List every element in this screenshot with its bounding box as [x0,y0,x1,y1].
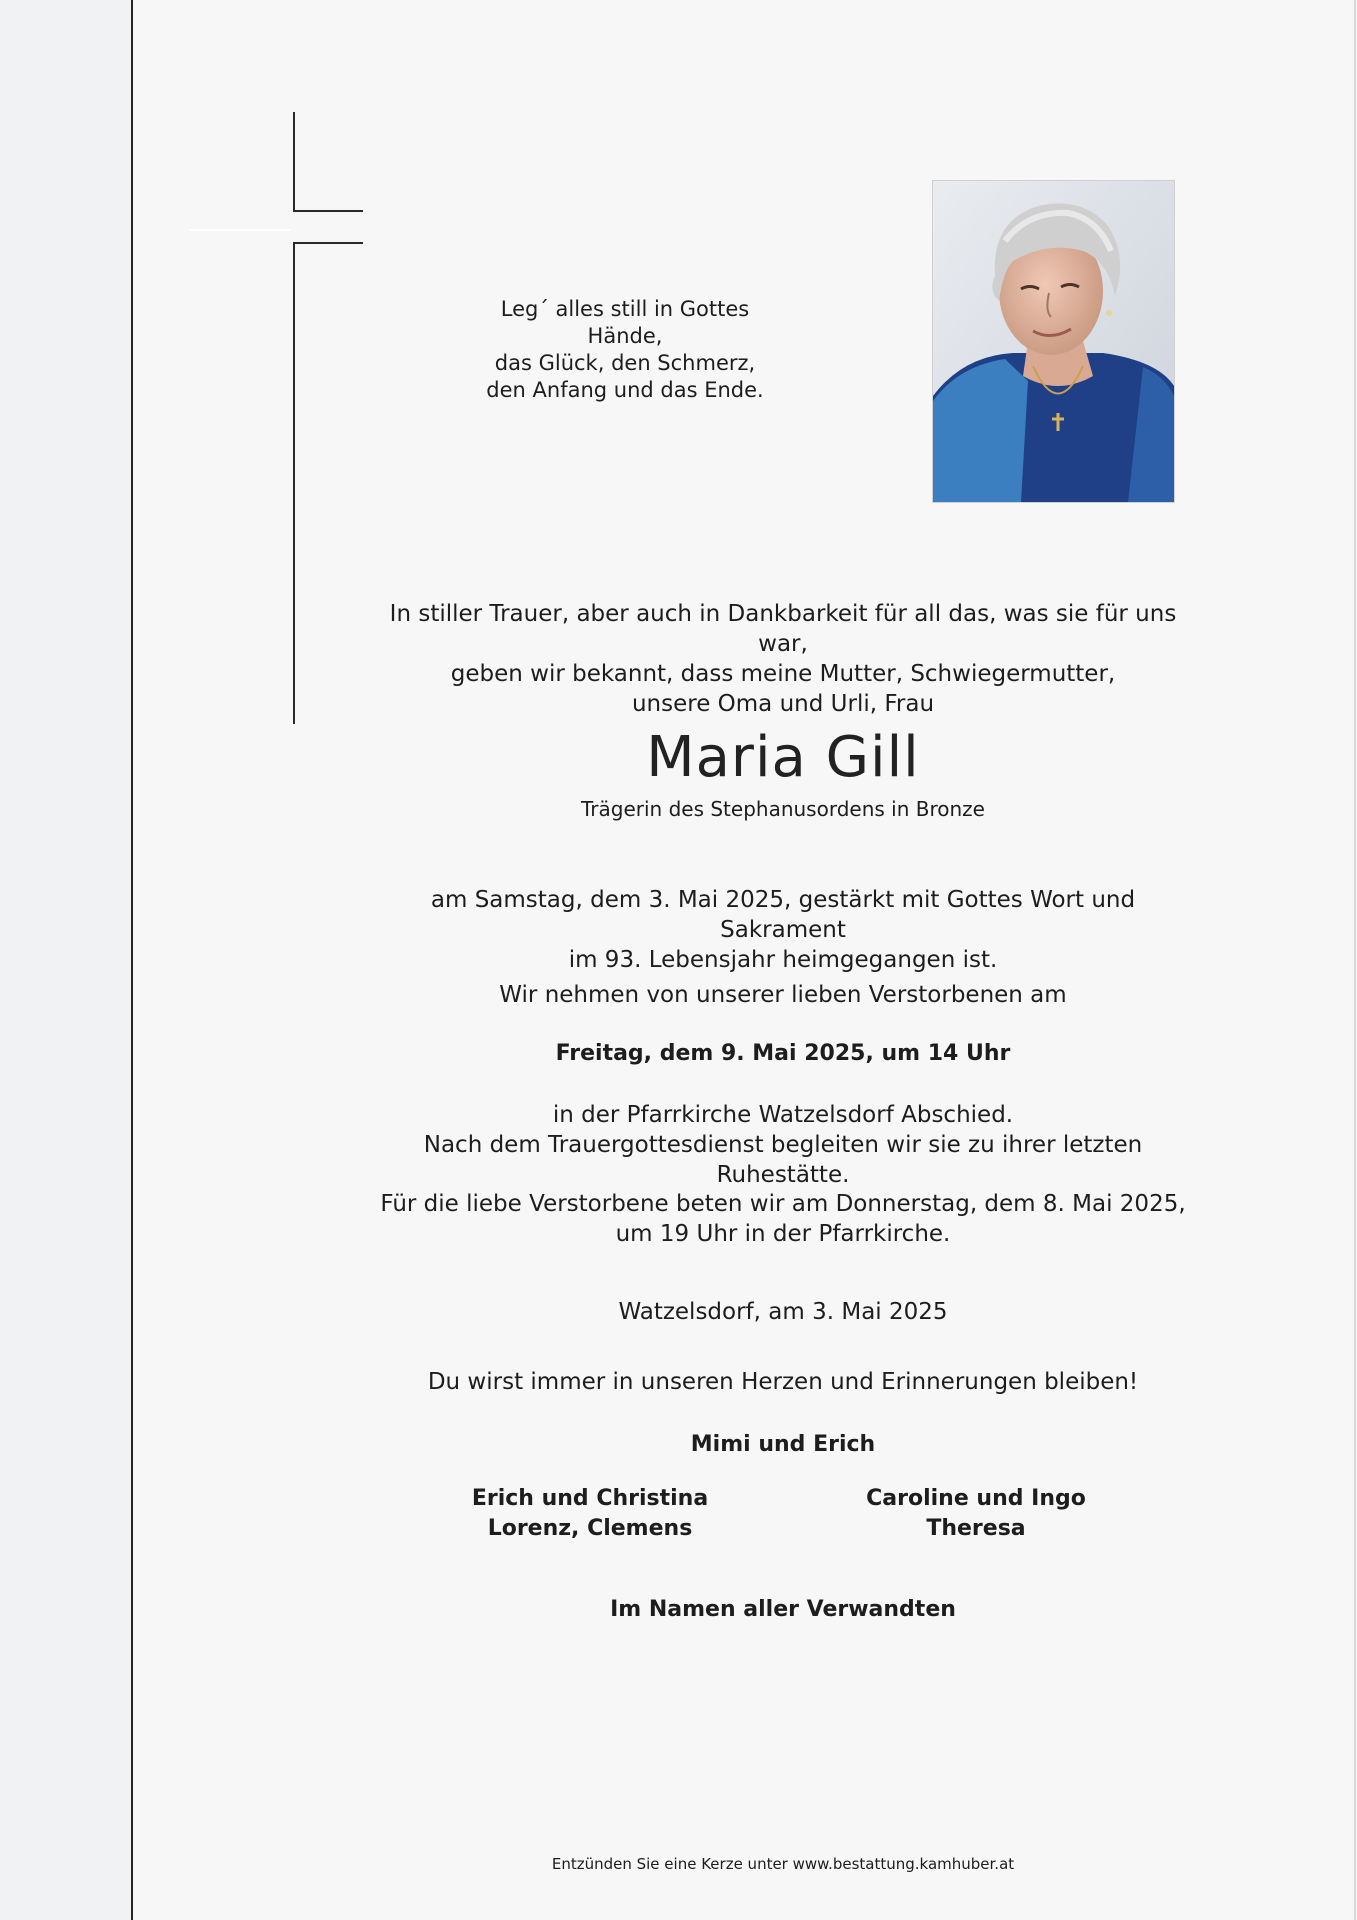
verse-line: den Anfang und das Ende. [486,378,764,402]
deceased-name: Maria Gill [646,725,920,790]
location-line: in der Pfarrkirche Watzelsdorf Abschied. [552,1102,1014,1128]
cross-white-beam [190,229,290,231]
relatives-signoff: Im Namen aller Verwandten [610,1597,956,1622]
deceased-decoration: Trägerin des Stephanusordens in Bronze [581,797,985,821]
portrait-illustration [933,181,1174,502]
mourner-line: Lorenz, Clemens [487,1516,693,1541]
mourners-main: Mimi und Erich [690,1432,876,1457]
page-edge-line [131,0,133,1920]
death-notice [370,885,1196,975]
mourners-left-group [425,1484,755,1544]
farewell-text: Wir nehmen von unserer lieben Verstorbenen am [499,982,1067,1008]
announcement-intro [370,599,1196,719]
prayer-notice [370,1189,1196,1249]
mourner-line: Caroline und Ingo [866,1486,1086,1511]
cross-vertical-bottom [293,242,295,724]
funeral-date: Freitag, dem 9. Mai 2025, um 14 Uhr [555,1041,1011,1066]
death-notice-line: am Samstag, dem 3. Mai 2025, gestärkt mit Gottes Wort und Sakrament [430,887,1136,943]
mourners-right-group [811,1484,1141,1544]
cross-horizontal-top [293,210,363,212]
scan-left-margin [0,0,132,1920]
verse-line: Leg´ alles still in Gottes Hände, [500,297,750,348]
mourner-line: Theresa [926,1516,1026,1541]
cross-vertical-top [293,112,295,212]
intro-line: geben wir bekannt, dass meine Mutter, Schwiegermutter, [450,661,1116,687]
funeral-location [370,1100,1196,1190]
location-line: Nach dem Trauergottesdienst begleiten wir sie zu ihrer letzten Ruhestätte. [423,1132,1143,1188]
place-and-date: Watzelsdorf, am 3. Mai 2025 [618,1299,948,1325]
prayer-line: Für die liebe Verstorbene beten wir am Donnerstag, dem 8. Mai 2025, [380,1191,1186,1217]
verse [460,296,790,404]
page-right-edge [1354,0,1356,1920]
death-notice-line: im 93. Lebensjahr heimgegangen ist. [568,947,998,973]
cross-horizontal-bottom [293,242,363,244]
intro-line: In stiller Trauer, aber auch in Dankbarkeit für all das, was sie für uns war, [389,601,1177,657]
candle-link-footer: Entzünden Sie eine Kerze unter www.bestattung.kamhuber.at [551,1855,1015,1873]
portrait-photo [932,180,1175,503]
intro-line: unsere Oma und Urli, Frau [631,691,935,717]
verse-line: das Glück, den Schmerz, [494,351,756,375]
mourner-line: Erich und Christina [471,1486,709,1511]
prayer-line: um 19 Uhr in der Pfarrkirche. [615,1221,951,1247]
closing-message: Du wirst immer in unseren Herzen und Erinnerungen bleiben! [427,1369,1139,1395]
